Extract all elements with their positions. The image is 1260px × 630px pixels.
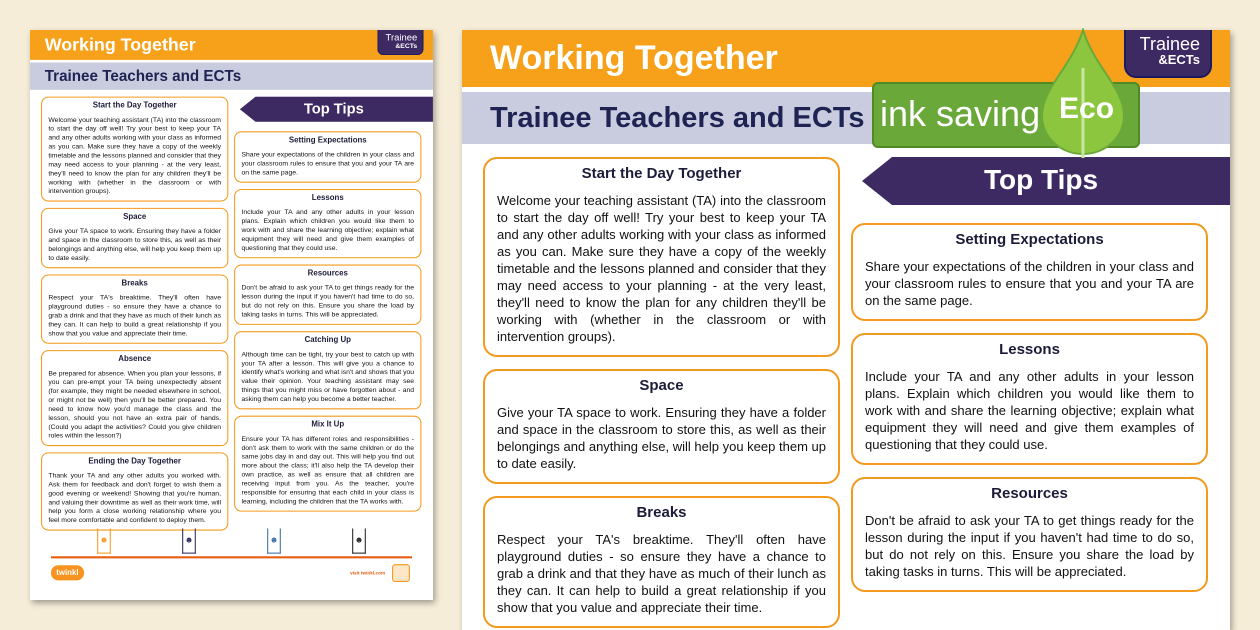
tip-card	[851, 223, 1208, 321]
page-subtitle: Trainee Teachers and ECTs	[44, 67, 242, 85]
twinkl-badge-icon	[392, 564, 410, 582]
tip-heading: Breaks	[636, 504, 687, 521]
ta-icon: ☻	[182, 528, 196, 553]
footer-divider	[51, 556, 412, 558]
tip-card	[234, 265, 421, 325]
ta-icon: ☻	[97, 528, 111, 553]
tip-body: Share your expectations of the children in your class and your classroom rules to ensure that you and your TA are on the same page.	[241, 150, 415, 176]
tip-body: Respect your TA's breaktime. They'll often have playground duties - so ensure they have a chance to grab a drink and that they have as much of their lunch as they can. It can help to build a great relationship if you show that you value and appreciate their time.	[497, 532, 826, 615]
tip-heading: Setting Expectations	[955, 231, 1104, 248]
page-title: Working Together	[44, 34, 196, 55]
tip-body: Respect your TA's breaktime. They'll often have playground duties - so ensure they have a chance to grab a drink and that they have as much of their lunch as they can. It can help to build a great relationship if you show that you value and appreciate their time.	[48, 293, 221, 337]
page-subtitle: Trainee Teachers and ECTs	[490, 102, 865, 134]
badge-line1: Trainee	[1139, 34, 1200, 54]
tip-body: Thank your TA and any other adults you worked with. Ask them for feedback and don't forget to wish them a good evening or weekend! Showing that you're human, and valuing their downtime as well as their work time, will help you form a close working relationship where you feel more comfortable and confident to deploy them.	[48, 471, 221, 524]
tip-card	[41, 275, 228, 344]
worksheet-thumbnail[interactable]	[30, 30, 433, 600]
tip-heading: Ending the Day Together	[88, 456, 181, 466]
tip-heading: Resources	[991, 485, 1068, 502]
tip-heading: Resources	[307, 268, 348, 278]
tip-card	[851, 477, 1208, 592]
leaf-icon	[1040, 28, 1126, 158]
tip-heading: Setting Expectations	[288, 135, 367, 145]
tip-card	[483, 157, 840, 357]
tip-body: Give your TA space to work. Ensuring they have a folder and space in the classroom to store this, as well as their belongings and anything else, will help you keep them up to date easily.	[48, 226, 221, 262]
tip-card	[41, 350, 228, 446]
subtitle-bar	[30, 63, 433, 90]
tip-heading: Mix It Up	[311, 419, 345, 429]
tip-heading: Breaks	[121, 278, 148, 288]
tip-heading: Space	[123, 212, 147, 221]
right-column	[234, 131, 421, 518]
tip-body: Be prepared for absence. When you plan your lessons, if you can pre-empt your TA being unexpectedly absent (for example, they might be needed elsewhere in school, or might not be well) then you'll be better prepared. You need to know how you'd manage the class and the lesson, should you not have an extra pair of hands. (Could you adapt the activities? Could you give children roles within the lesson?)	[48, 368, 221, 440]
badge-line2: &ECTs	[395, 41, 418, 50]
ink-saving-label: ink saving	[880, 93, 1041, 134]
page-title: Working Together	[490, 39, 778, 77]
badge-line2: &ECTs	[1158, 52, 1200, 67]
tip-card	[234, 416, 421, 512]
ta-icon: ☻	[352, 528, 366, 553]
twinkl-logo: twinkl	[51, 565, 84, 580]
tip-card	[41, 97, 228, 202]
tip-card	[41, 452, 228, 530]
tip-body: Give your TA space to work. Ensuring they have a folder and space in the classroom to store this, as well as their belongings and anything else, will help you keep them up to date easily.	[497, 405, 826, 471]
tip-card	[41, 208, 228, 268]
tip-heading: Start the Day Together	[581, 165, 742, 182]
tip-body: Welcome your teaching assistant (TA) into the classroom to start the day off well! Try your best to keep your TA and any other adults working with your class as informed as you can. Make sure they have a copy of the weekly timetable and the lessons planned and consider that they may need access to your planning - at the very least, they'll need to know the plan for any children they'll be working with (whether in the classroom or with intervention groups).	[48, 115, 221, 195]
tip-body: Share your expectations of the children in your class and your classroom rules to ensure that you and your TA are on the same page.	[865, 259, 1194, 308]
tip-heading: Lessons	[999, 341, 1060, 358]
tip-heading: Lessons	[311, 193, 344, 203]
tip-heading: Absence	[118, 354, 152, 364]
left-column	[41, 97, 228, 537]
left-column	[483, 157, 840, 630]
tip-body: Include your TA and any other adults in your lesson plans. Explain which children you would like them to work with and share the learning objective; explain what equipment they will need and give them examples of questioning that they could use.	[241, 207, 415, 252]
tip-body: Don't be afraid to ask your TA to get things ready for the lesson during the input if you haven't had time to do so, but do not rely on this. Ensure you share the load by taking tasks in turns. This will be appreciated.	[241, 283, 415, 319]
tip-body: Welcome your teaching assistant (TA) into the classroom to start the day off well! Try your best to keep your TA and any other adults working with your class as informed as you can. Make sure they have a copy of the weekly timetable and the lessons planned and consider that they may need access to your planning - at the very least, they'll need to know the plan for any children they'll be working with (whether in the classroom or with intervention groups).	[497, 193, 826, 344]
header-bar	[30, 30, 433, 60]
tip-body: Don't be afraid to ask your TA to get things ready for the lesson during the input if you haven't had time to do so, but do not rely on this. Ensure you share the load by taking tasks in turns. This will be appreciated.	[865, 513, 1194, 579]
tip-card	[483, 496, 840, 628]
ta-icon: ☻	[267, 528, 281, 553]
trainee-ects-badge	[1124, 30, 1212, 78]
eco-label: Eco	[1059, 92, 1115, 125]
badge-line1: Trainee	[385, 32, 418, 43]
tip-body: Include your TA and any other adults in your lesson plans. Explain which children you would like them to work with and share the learning objective; explain what equipment they will need and give them examples of questioning that they could use.	[865, 369, 1194, 452]
tip-card	[234, 331, 421, 409]
tip-card	[234, 131, 421, 182]
tip-heading: Start the Day Together	[92, 100, 177, 110]
top-tips-title: Top Tips	[303, 100, 364, 117]
right-column	[851, 223, 1208, 604]
tip-card	[483, 369, 840, 484]
trainee-ects-badge	[377, 30, 423, 55]
tip-card	[234, 189, 421, 258]
top-tips-title: Top Tips	[984, 164, 1099, 195]
top-tips-banner	[862, 157, 1230, 205]
footer-url: visit twinkl.com	[350, 570, 386, 576]
tip-body: Although time can be tight, try your best to catch up with your TA after a lesson. This will give you a chance to identify what's working and what isn't and shows that you value their opinion. Your teaching assistant may see things that you might miss or have forgotten about - and asking them can help you become a better teacher.	[241, 350, 415, 403]
tip-card	[851, 333, 1208, 465]
worksheet-page	[30, 30, 433, 600]
tip-heading: Catching Up	[304, 335, 351, 345]
top-tips-banner	[240, 97, 433, 122]
icon-row	[30, 528, 433, 553]
tip-heading: Space	[639, 377, 684, 394]
tip-body: Ensure your TA has different roles and responsibilities - don't ask them to work with the same children or do the same jobs day in and day out. This will help you find out more about the class; it'll also help the TA develop their own practice, as well as ensure that all children are receiving input from you. As the teacher, you're responsible for ensuring that each child in your class is learning, including the children that the TA works with.	[241, 434, 415, 505]
